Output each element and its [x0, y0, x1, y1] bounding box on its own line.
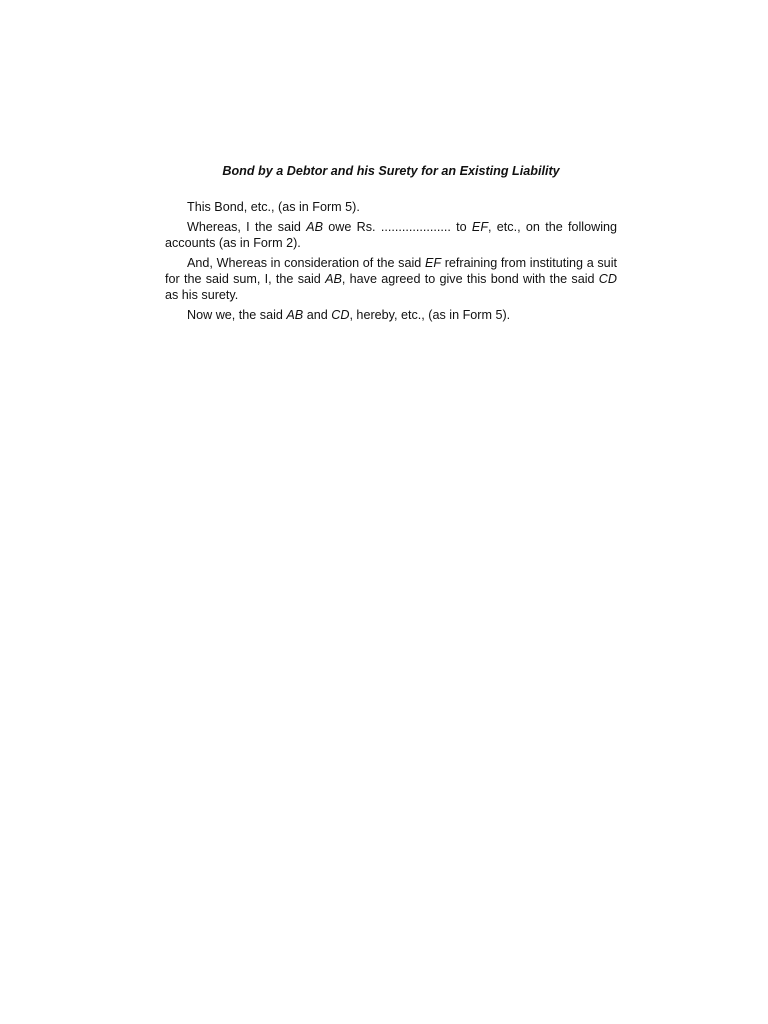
- paragraph-3: [165, 255, 617, 304]
- paragraph-3-text-3: , have agreed to give this bond with the said: [341, 271, 599, 286]
- paragraph-2: [165, 219, 617, 251]
- paragraph-2-text-3: , etc., on the following accounts (as in Form 2).: [165, 219, 617, 250]
- paragraph-2-text-2: owe Rs. .................... to: [322, 219, 472, 234]
- form-title: Bond by a Debtor and his Surety for an Existing Liability: [222, 164, 560, 178]
- party-cd: CD: [331, 307, 350, 322]
- party-ab: AB: [306, 219, 323, 234]
- form-text: [165, 162, 617, 326]
- paragraph-4-text-1: Now we, the said: [187, 307, 287, 322]
- party-ef: EF: [471, 219, 489, 234]
- party-cd: CD: [598, 271, 617, 286]
- party-ab: AB: [325, 271, 342, 286]
- paragraph-4: [165, 307, 617, 323]
- paragraph-4-text-3: , hereby, etc., (as in Form 5).: [349, 307, 511, 322]
- paragraph-1: This Bond, etc., (as in Form 5).: [187, 200, 360, 214]
- paragraph-2-text-1: Whereas, I the said: [187, 219, 307, 234]
- paragraph-4-text-2: and: [303, 307, 332, 322]
- paragraph-3-text-2: refraining from instituting a suit for the said sum, I, the said: [165, 255, 617, 286]
- party-ab: AB: [286, 307, 304, 322]
- paragraph-3-text-1: And, Whereas in consideration of the said: [187, 255, 425, 270]
- party-ef: EF: [424, 255, 442, 270]
- paragraph-3-text-4: as his surety.: [165, 288, 239, 303]
